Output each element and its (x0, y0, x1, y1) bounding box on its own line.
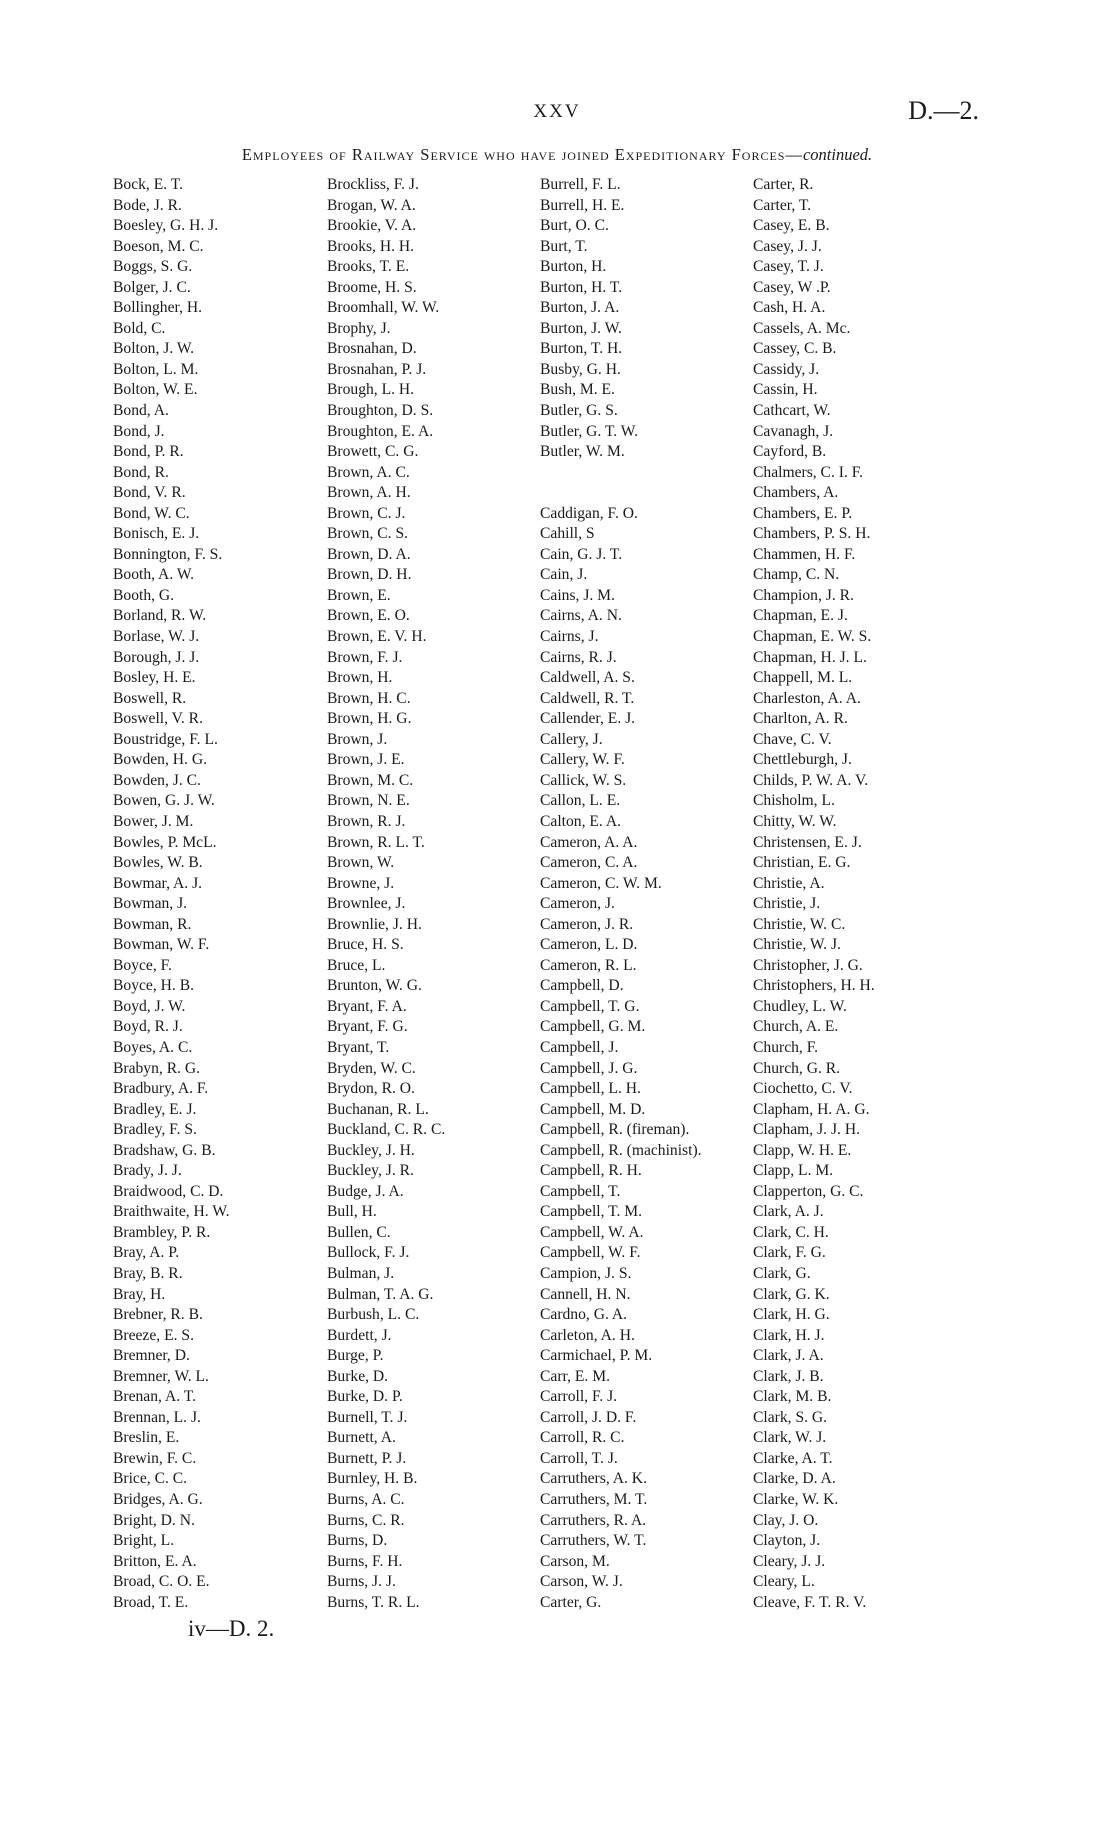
list-item: Bowles, P. McL. (113, 833, 217, 851)
list-item: Broome, H. S. (327, 278, 417, 296)
list-item: Christie, J. (753, 895, 821, 913)
page-number: XXV (533, 101, 581, 122)
list-item: Burt, T. (540, 237, 588, 255)
list-item: Burns, A. C. (327, 1491, 405, 1508)
list-item: Bulman, T. A. G. (327, 1285, 434, 1303)
list-item: Casey, E. B. (753, 217, 830, 235)
list-item: Cameron, J. (540, 895, 615, 913)
list-item: Casey, J. J. (753, 237, 822, 255)
list-item: Christophers, H. H. (753, 977, 875, 995)
list-item: Church, F. (753, 1038, 819, 1056)
list-item: Chapman, H. J. L. (753, 648, 867, 666)
list-item: Burnley, H. B. (327, 1470, 418, 1488)
list-item: Brown, J. (327, 730, 388, 748)
list-item: Burge, P. (327, 1347, 384, 1365)
list-item: Chapman, E. W. S. (753, 628, 872, 646)
list-item: Boyd, R. J. (113, 1018, 183, 1036)
list-item: Burnett, A. (327, 1429, 396, 1447)
list-item: Brambley, P. R. (113, 1223, 211, 1241)
list-item: Britton, E. A. (113, 1552, 197, 1570)
list-item: Burns, D. (327, 1532, 388, 1550)
signature-code: iv—D. 2. (188, 1616, 275, 1641)
list-item: Bruce, H. S. (327, 936, 404, 954)
list-item: Clapp, W. H. E. (753, 1141, 852, 1159)
list-item: Breeze, E. S. (113, 1326, 194, 1344)
list-item: Bradley, E. J. (113, 1100, 197, 1118)
list-item: Borough, J. J. (113, 648, 200, 666)
list-item: Chammen, H. F. (753, 545, 856, 563)
list-item: Bond, V. R. (113, 484, 186, 502)
list-item: Brady, J. J. (113, 1162, 182, 1180)
list-item: Bowman, W. F. (113, 936, 210, 954)
list-item: Brown, H. C. (327, 689, 411, 707)
list-item: Christie, W. C. (753, 915, 846, 933)
list-item: Callery, J. (540, 730, 603, 748)
list-item: Campbell, M. D. (540, 1100, 646, 1118)
list-item: Busby, G. H. (540, 360, 621, 378)
list-item: Callender, E. J. (540, 710, 636, 728)
list-item: Clark, J. B. (753, 1367, 824, 1385)
list-item: Carruthers, M. T. (540, 1491, 648, 1508)
list-item: Buchanan, R. L. (327, 1100, 429, 1118)
page-title-main: Employees of Railway Service who have joined Expeditionary Forces— (241, 145, 803, 164)
list-item: Burdett, J. (327, 1326, 392, 1344)
list-item: Brown, R. J. (327, 812, 406, 830)
list-item: Burt, O. C. (540, 217, 609, 235)
list-item: Carroll, R. C. (540, 1429, 625, 1447)
list-item: Burns, J. J. (327, 1573, 396, 1591)
list-item: Casey, T. J. (753, 258, 824, 276)
list-item: Clark, A. J. (753, 1203, 824, 1221)
list-item: Chambers, A. (753, 484, 839, 502)
page-title (0, 145, 1114, 165)
list-item: Burnett, P. J. (327, 1449, 407, 1467)
list-item: Brown, C. S. (327, 525, 409, 543)
list-item: Bowen, G. J. W. (113, 792, 215, 810)
list-item: Brebner, R. B. (113, 1306, 203, 1324)
list-item: Bond, A. (113, 402, 169, 420)
list-item: Bridges, A. G. (113, 1491, 203, 1508)
list-item: Christian, E. G. (753, 854, 851, 872)
document-code: D.—2. (908, 96, 979, 125)
list-item: Bull, H. (327, 1203, 377, 1221)
list-item: Clark, G. (753, 1264, 811, 1282)
list-item: Brownlie, J. H. (327, 915, 422, 933)
list-item: Calton, E. A. (540, 812, 621, 830)
list-item: Childs, P. W. A. V. (753, 771, 869, 789)
list-item: Burnell, T. J. (327, 1408, 408, 1426)
list-item: Brown, D. A. (327, 545, 411, 563)
list-item: Clark, J. A. (753, 1347, 824, 1365)
list-item: Breslin, E. (113, 1429, 180, 1447)
list-item: Carson, W. J. (540, 1573, 623, 1591)
list-item: Chisholm, L. (753, 792, 835, 810)
list-item: Campbell, R. (fireman). (540, 1121, 690, 1139)
list-item: Brooks, T. E. (327, 258, 410, 276)
list-item: Burrell, F. L. (540, 176, 621, 193)
list-item: Budge, J. A. (327, 1182, 404, 1200)
list-item: Cleary, L. (753, 1573, 815, 1591)
list-item: Clapperton, G. C. (753, 1182, 864, 1200)
list-item: Brosnahan, D. (327, 340, 417, 358)
list-item: Burke, D. P. (327, 1388, 403, 1406)
list-item: Bond, J. (113, 422, 165, 440)
list-item: Burrell, H. E. (540, 196, 625, 214)
list-item: Boyce, H. B. (113, 977, 194, 995)
list-item: Cardno, G. A. (540, 1306, 628, 1324)
list-item: Browett, C. G. (327, 443, 419, 461)
list-item: Burns, T. R. L. (327, 1593, 420, 1611)
list-item: Burton, H. T. (540, 278, 623, 296)
list-item: Butler, G. T. W. (540, 422, 638, 440)
list-item: Brown, J. E. (327, 751, 405, 769)
list-item: Brewin, F. C. (113, 1449, 197, 1467)
list-item: Brown, D. H. (327, 566, 412, 584)
list-item: Brown, C. J. (327, 504, 406, 522)
list-item: Boyes, A. C. (113, 1038, 193, 1056)
list-item: Buckley, J. R. (327, 1162, 414, 1180)
list-item: Brogan, W. A. (327, 196, 416, 214)
list-item: Carson, M. (540, 1552, 610, 1570)
list-item: Cavanagh, J. (753, 422, 834, 440)
list-item: Bollingher, H. (113, 299, 203, 317)
list-item: Broad, T. E. (113, 1593, 189, 1611)
list-item: Chudley, L. W. (753, 997, 847, 1015)
list-item: Christie, W. J. (753, 936, 841, 954)
list-item: Bray, A. P. (113, 1244, 180, 1262)
list-item: Bruce, L. (327, 956, 386, 974)
list-item: Chambers, P. S. H. (753, 525, 871, 543)
list-item: Clarke, W. K. (753, 1491, 839, 1508)
name-column-3 (540, 175, 702, 1613)
list-item: Bradshaw, G. B. (113, 1141, 216, 1159)
list-item: Brown, A. H. (327, 484, 411, 502)
list-item: Bulman, J. (327, 1264, 395, 1282)
list-item: Brunton, W. G. (327, 977, 422, 995)
list-item: Brown, E. V. H. (327, 628, 427, 646)
list-item: Brown, H. G. (327, 710, 412, 728)
list-item: Bradley, F. S. (113, 1121, 197, 1139)
list-item: Broomhall, W. W. (327, 299, 440, 317)
list-item: Church, A. E. (753, 1018, 839, 1036)
list-item: Carroll, F. J. (540, 1388, 618, 1406)
list-item: Caldwell, R. T. (540, 689, 635, 707)
list-item: Bond, W. C. (113, 504, 190, 522)
list-item: Brown, A. C. (327, 463, 410, 481)
list-item: Cassels, A. Mc. (753, 319, 851, 337)
list-item: Campbell, J. G. (540, 1059, 638, 1077)
list-item: Boswell, R. (113, 689, 187, 707)
list-item: Boesley, G. H. J. (113, 217, 219, 235)
list-item: Burton, J. W. (540, 319, 622, 337)
list-item: Burbush, L. C. (327, 1306, 420, 1324)
list-item: Bowden, J. C. (113, 771, 201, 789)
list-item: Clapham, H. A. G. (753, 1100, 870, 1118)
list-item: Cayford, B. (753, 443, 827, 461)
list-item: Burns, F. H. (327, 1552, 403, 1570)
list-item: Chitty, W. W. (753, 812, 837, 830)
list-item: Bryden, W. C. (327, 1059, 416, 1077)
list-item: Brice, C. C. (113, 1470, 188, 1488)
list-item: Boswell, V. R. (113, 710, 203, 728)
list-item: Bock, E. T. (113, 176, 184, 193)
list-item: Bullen, C. (327, 1223, 391, 1241)
list-item: Brennan, L. J. (113, 1408, 201, 1426)
list-item: Clark, H. G. (753, 1306, 830, 1324)
list-item: Brownlee, J. (327, 895, 406, 913)
list-item: Cleary, J. J. (753, 1552, 826, 1570)
list-item: Brabyn, R. G. (113, 1059, 201, 1077)
list-item: Broughton, E. A. (327, 422, 434, 440)
list-item: Callon, L. E. (540, 792, 621, 810)
list-item: Clark, S. G. (753, 1408, 828, 1426)
list-item: Buckland, C. R. C. (327, 1121, 446, 1139)
list-item: Campbell, W. F. (540, 1244, 641, 1262)
list-item: Campbell, D. (540, 977, 624, 995)
list-item: Campbell, L. H. (540, 1080, 641, 1098)
list-item: Cameron, L. D. (540, 936, 638, 954)
list-item: Cassey, C. B. (753, 340, 837, 358)
list-item: Clapp, L. M. (753, 1162, 834, 1180)
list-item: Cain, G. J. T. (540, 545, 623, 563)
list-item: Caldwell, A. S. (540, 669, 635, 687)
list-item: Campbell, G. M. (540, 1018, 646, 1036)
list-item: Brockliss, F. J. (327, 176, 419, 193)
list-item: Bold, C. (113, 319, 166, 337)
list-item: Carleton, A. H. (540, 1326, 635, 1344)
list-item: Christie, A. (753, 874, 825, 892)
list-item: Carr, E. M. (540, 1367, 610, 1385)
list-item: Boeson, M. C. (113, 237, 204, 255)
list-item: Bond, P. R. (113, 443, 184, 461)
list-item: Clark, M. B. (753, 1388, 832, 1406)
list-item: Browne, J. (327, 874, 395, 892)
list-item: Cameron, C. W. M. (540, 874, 662, 892)
list-item: Cannell, H. N. (540, 1285, 631, 1303)
list-item: Campbell, T. (540, 1182, 621, 1200)
list-item: Clark, W. J. (753, 1429, 827, 1447)
list-item: Cains, J. M. (540, 586, 615, 604)
list-item: Cairns, J. (540, 628, 599, 646)
list-item: Campbell, R. H. (540, 1162, 642, 1180)
list-item: Broughton, D. S. (327, 402, 434, 420)
list-item: Brown, E. O. (327, 607, 410, 625)
page-title-continued: continued. (802, 145, 873, 164)
list-item: Brydon, R. O. (327, 1080, 415, 1098)
list-item: Broad, C. O. E. (113, 1573, 210, 1591)
list-item: Clay, J. O. (753, 1511, 819, 1529)
list-item: Christensen, E. J. (753, 833, 862, 851)
list-item: Cameron, C. A. (540, 854, 638, 872)
list-item: Brosnahan, P. J. (327, 360, 427, 378)
list-item: Chave, C. V. (753, 730, 832, 748)
list-item: Carter, G. (540, 1593, 602, 1611)
list-item: Brough, L. H. (327, 381, 415, 399)
list-item: Campion, J. S. (540, 1264, 632, 1282)
list-item: Borland, R. W. (113, 607, 207, 625)
list-item: Cash, H. A. (753, 299, 826, 317)
name-column-2 (327, 175, 445, 1613)
list-item: Clark, C. H. (753, 1223, 829, 1241)
list-item: Chapman, E. J. (753, 607, 848, 625)
list-item: Bowden, H. G. (113, 751, 207, 769)
list-item: Cairns, R. J. (540, 648, 617, 666)
list-item: Braithwaite, H. W. (113, 1203, 230, 1221)
list-item: Bray, H. (113, 1285, 166, 1303)
list-item: Boyd, J. W. (113, 997, 186, 1015)
list-item: Brenan, A. T. (113, 1388, 197, 1406)
list-item: Carruthers, A. K. (540, 1470, 647, 1488)
list-item: Champ, C. N. (753, 566, 840, 584)
list-item: Brookie, V. A. (327, 217, 417, 235)
list-item: Bright, L. (113, 1532, 175, 1550)
list-item: Casey, W .P. (753, 278, 831, 296)
list-item: Burton, T. H. (540, 340, 623, 358)
list-item: Campbell, J. (540, 1038, 619, 1056)
list-item: Carroll, T. J. (540, 1449, 618, 1467)
list-item: Caddigan, F. O. (540, 504, 638, 522)
list-item: Bowmar, A. J. (113, 874, 203, 892)
list-item: Bremner, W. L. (113, 1367, 209, 1385)
list-item: Callery, W. F. (540, 751, 625, 769)
list-item: Borlase, W. J. (113, 628, 200, 646)
list-item (540, 463, 702, 484)
list-item: Church, G. R. (753, 1059, 841, 1077)
list-item: Bray, B. R. (113, 1264, 183, 1282)
list-item: Carruthers, W. T. (540, 1532, 647, 1550)
list-item: Brown, N. E. (327, 792, 410, 810)
list-item: Campbell, R. (machinist). (540, 1141, 702, 1159)
list-item: Charleston, A. A. (753, 689, 861, 707)
list-item: Charlton, A. R. (753, 710, 848, 728)
list-item: Christopher, J. G. (753, 956, 863, 974)
list-item: Bolton, L. M. (113, 360, 199, 378)
list-item: Campbell, T. G. (540, 997, 640, 1015)
list-item: Boggs, S. G. (113, 258, 193, 276)
list-item: Bowles, W. B. (113, 854, 203, 872)
list-item: Cairns, A. N. (540, 607, 622, 625)
name-column-1 (113, 175, 230, 1613)
list-item: Bradbury, A. F. (113, 1080, 209, 1098)
list-item: Clark, H. J. (753, 1326, 825, 1344)
list-item: Bremner, D. (113, 1347, 190, 1365)
list-item: Bowman, J. (113, 895, 188, 913)
list-item: Bolton, W. E. (113, 381, 198, 399)
list-item: Ciochetto, C. V. (753, 1080, 853, 1098)
list-item: Bryant, F. G. (327, 1018, 408, 1036)
list-item: Brown, M. C. (327, 771, 414, 789)
list-item: Cameron, J. R. (540, 915, 634, 933)
list-item: Callick, W. S. (540, 771, 627, 789)
list-item: Cassin, H. (753, 381, 818, 399)
list-item: Burton, H. (540, 258, 607, 276)
list-item: Butler, G. S. (540, 402, 618, 420)
list-item: Cahill, S (540, 525, 595, 543)
list-item: Bolton, J. W. (113, 340, 195, 358)
list-item: Cassidy, J. (753, 360, 820, 378)
list-item: Brooks, H. H. (327, 237, 415, 255)
list-item: Bryant, T. (327, 1038, 390, 1056)
list-item: Bryant, F. A. (327, 997, 407, 1015)
list-item: Cleave, F. T. R. V. (753, 1593, 867, 1611)
list-item: Chappell, M. L. (753, 669, 853, 687)
list-item: Carroll, J. D. F. (540, 1408, 637, 1426)
list-item: Cameron, R. L. (540, 956, 637, 974)
list-item: Burke, D. (327, 1367, 389, 1385)
list-item: Booth, G. (113, 586, 175, 604)
list-item: Bullock, F. J. (327, 1244, 410, 1262)
list-item: Brophy, J. (327, 319, 391, 337)
list-item: Bonnington, F. S. (113, 545, 223, 563)
list-item: Buckley, J. H. (327, 1141, 415, 1159)
list-item (540, 483, 702, 504)
list-item: Brown, E. (327, 586, 391, 604)
list-item: Clarke, A. T. (753, 1449, 833, 1467)
list-item: Clayton, J. (753, 1532, 821, 1550)
list-item: Brown, F. J. (327, 648, 403, 666)
list-item: Bond, R. (113, 463, 169, 481)
list-item: Bowman, R. (113, 915, 192, 933)
list-item: Carmichael, P. M. (540, 1347, 653, 1365)
list-item: Bright, D. N. (113, 1511, 195, 1529)
name-column-4 (753, 175, 875, 1613)
list-item: Cameron, A. A. (540, 833, 638, 851)
list-item: Carter, T. (753, 196, 812, 214)
list-item: Cain, J. (540, 566, 588, 584)
list-item: Carter, R. (753, 176, 814, 193)
list-item: Champion, J. R. (753, 586, 854, 604)
list-item: Cathcart, W. (753, 402, 831, 420)
list-item: Clarke, D. A. (753, 1470, 836, 1488)
list-item: Clark, F. G. (753, 1244, 826, 1262)
list-item: Brown, H. (327, 669, 393, 687)
list-item: Campbell, W. A. (540, 1223, 644, 1241)
list-item: Bonisch, E. J. (113, 525, 200, 543)
list-item: Carruthers, R. A. (540, 1511, 647, 1529)
list-item: Campbell, T. M. (540, 1203, 643, 1221)
list-item: Bosley, H. E. (113, 669, 196, 687)
list-item: Bolger, J. C. (113, 278, 191, 296)
list-item: Bush, M. E. (540, 381, 615, 399)
list-item: Chambers, E. P. (753, 504, 853, 522)
list-item: Brown, R. L. T. (327, 833, 425, 851)
list-item: Booth, A. W. (113, 566, 195, 584)
list-item: Clark, G. K. (753, 1285, 830, 1303)
list-item: Clapham, J. J. H. (753, 1121, 860, 1139)
list-item: Chettleburgh, J. (753, 751, 852, 769)
list-item: Boustridge, F. L. (113, 730, 218, 748)
list-item: Burton, J. A. (540, 299, 620, 317)
list-item: Butler, W. M. (540, 443, 625, 461)
list-item: Burns, C. R. (327, 1511, 405, 1529)
list-item: Bower, J. M. (113, 812, 194, 830)
list-item: Brown, W. (327, 854, 395, 872)
list-item: Boyce, F. (113, 956, 172, 974)
list-item: Bode, J. R. (113, 196, 182, 214)
list-item: Chalmers, C. I. F. (753, 463, 864, 481)
list-item: Braidwood, C. D. (113, 1182, 224, 1200)
